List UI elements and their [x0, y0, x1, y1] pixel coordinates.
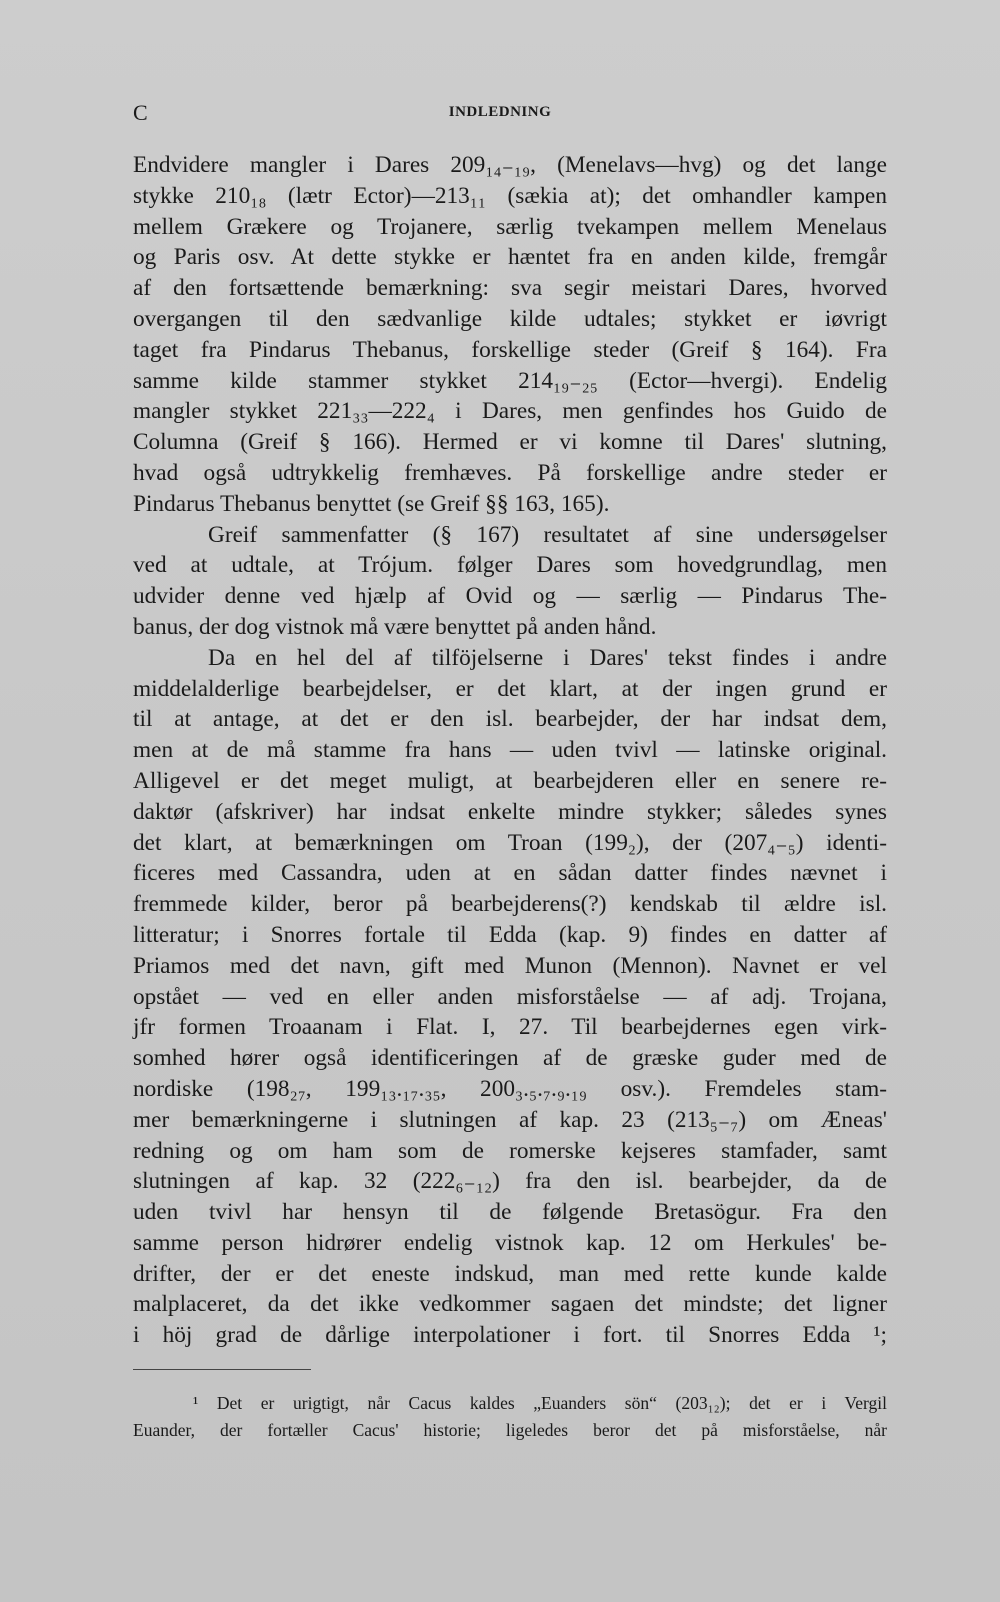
text-line: hvad også udtrykkelig fremhæves. På forskellige andre steder er [133, 459, 887, 486]
main-text [133, 150, 887, 1351]
page-number: C [133, 100, 148, 125]
footnote-line: Euander, der fortæller Cacus' historie; ligeledes beror det på misforståelse, når [133, 1420, 887, 1440]
text-line: daktør (afskriver) har indsat enkelte mindre stykker; således synes [133, 798, 887, 825]
text-line: Da en hel del af tilföjelserne i Dares' tekst findes i andre [208, 644, 887, 671]
text-line: malplaceret, da det ikke vedkommer sagaen det mindste; det ligner [133, 1291, 887, 1318]
text-line: stykke 210₁₈ (lætr Ector)—213₁₁ (sækia at); det omhandler kampen [133, 182, 887, 209]
text-line: og Paris osv. At dette stykke er hæntet fra en anden kilde, fremgår [133, 244, 887, 271]
running-head: INDLEDNING [448, 104, 552, 120]
text-line: jfr formen Troaanam i Flat. I, 27. Til bearbejdernes egen virk- [133, 1014, 887, 1041]
text-line: Alligevel er det meget muligt, at bearbejderen eller en senere re- [133, 767, 887, 794]
page-header [133, 100, 867, 130]
text-line: drifter, der er det eneste indskud, man med rette kunde kalde [133, 1260, 887, 1287]
text-line: ficeres med Cassandra, uden at en sådan datter findes nævnet i [133, 860, 887, 887]
text-line: men at de må stamme fra hans — uden tvivl — latinske original. [133, 737, 887, 764]
text-line: samme kilde stammer stykket 214₁₉₋₂₅ (Ector—hvergi). Endelig [133, 367, 887, 394]
footnote-line: ¹ Det er urigtigt, når Cacus kaldes „Euanders sön“ (203₁₂); det er i Vergil [193, 1393, 887, 1413]
text-line: til at antage, at det er den isl. bearbejder, der har indsat dem, [133, 706, 887, 733]
text-line: udvider denne ved hjælp af Ovid og — særlig — Pindarus The- [133, 583, 887, 610]
text-line: Columna (Greif § 166). Hermed er vi komne til Dares' slutning, [133, 429, 887, 456]
footnote-divider [133, 1369, 311, 1370]
text-line: af den fortsættende bemærkning: sva segir meistari Dares, hvorved [133, 275, 887, 302]
text-line: overgangen til den sædvanlige kilde udtales; stykket er iøvrigt [133, 305, 887, 332]
text-line: mellem Grækere og Trojanere, særlig tvekampen mellem Menelaus [133, 213, 887, 240]
text-line: nordiske (198₂₇, 199₁₃.₁₇.₃₅, 200₃.₅.₇.₉.₁₉ osv.). Fremdeles stam- [133, 1075, 887, 1102]
text-line: middelalderlige bearbejdelser, er det klart, at der ingen grund er [133, 675, 887, 702]
text-line: samme person hidrører endelig vistnok kap. 12 om Herkules' be- [133, 1229, 887, 1256]
text-line: banus, der dog vistnok må være benyttet på anden hånd. [133, 613, 657, 640]
text-line: Priamos med det navn, gift med Munon (Mennon). Navnet er vel [133, 952, 887, 979]
text-line: mer bemærkningerne i slutningen af kap. 23 (213₅₋₇) om Æneas' [133, 1106, 887, 1133]
text-line: taget fra Pindarus Thebanus, forskellige steder (Greif § 164). Fra [133, 336, 887, 363]
text-line: uden tvivl har hensyn til de følgende Bretasögur. Fra den [133, 1199, 887, 1226]
text-line: slutningen af kap. 32 (222₆₋₁₂) fra den isl. bearbejder, da de [133, 1168, 887, 1195]
text-line: det klart, at bemærkningen om Troan (199₂), der (207₄₋₅) identi- [133, 829, 887, 856]
text-line: Greif sammenfatter (§ 167) resultatet af sine undersøgelser [208, 521, 887, 548]
text-line: redning og om ham som de romerske kejseres stamfader, samt [133, 1137, 887, 1164]
text-line: ved at udtale, at Trójum. følger Dares som hovedgrundlag, men [133, 552, 887, 579]
text-line: mangler stykket 221₃₃—222₄ i Dares, men genfindes hos Guido de [133, 398, 887, 425]
text-line: fremmede kilder, beror på bearbejderens(?) kendskab til ældre isl. [133, 891, 887, 918]
footnotes [133, 1390, 887, 1444]
text-line: litteratur; i Snorres fortale til Edda (kap. 9) findes en datter af [133, 921, 887, 948]
text-line: somhed hører også identificeringen af de græske guder med de [133, 1045, 887, 1072]
text-line: Endvidere mangler i Dares 209₁₄₋₁₉, (Menelavs—hvg) og det lange [133, 152, 887, 178]
text-line: i höj grad de dårlige interpolationer i fort. til Snorres Edda ¹; [133, 1322, 887, 1349]
text-line: opstået — ved en eller anden misforståelse — af adj. Trojana, [133, 983, 887, 1010]
text-line: Pindarus Thebanus benyttet (se Greif §§ 163, 165). [133, 490, 610, 517]
